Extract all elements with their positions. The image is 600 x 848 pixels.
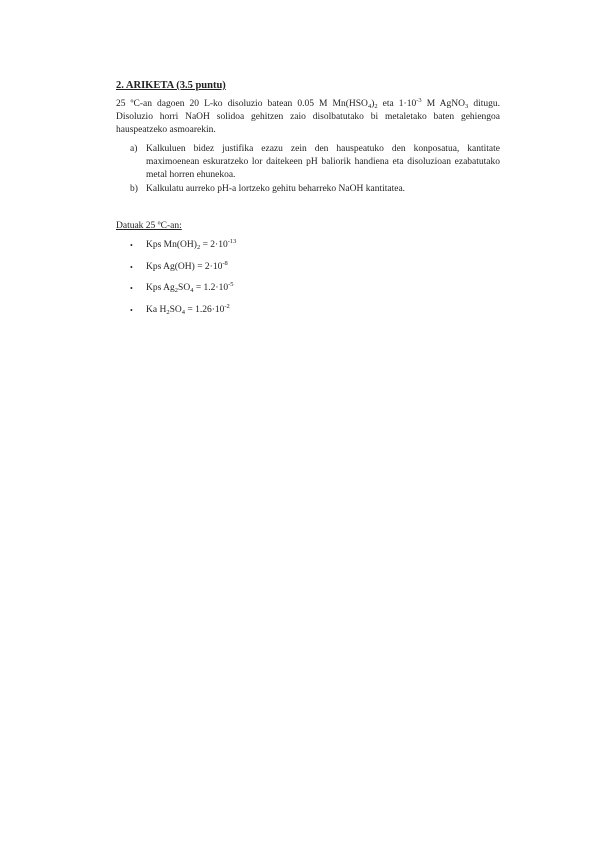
question-list <box>130 143 500 197</box>
exercise-intro <box>116 98 500 137</box>
intro-superscript: -3 <box>416 97 422 104</box>
intro-text: ditugu. Disoluzio horri NaOH solidoa gehitzen zaio disolbatutako bi metaletako baten gehiengoa hauspeatzeko asmoarekin. <box>116 99 500 135</box>
intro-text: ) <box>371 99 375 109</box>
question-text: Kalkuluen bidez justifika ezazu zein den hauspeatuko den konposatua, kantitate maximoenean eskuratzeko lor daitekeen pH baliorik handiena eta disoluzioan ezabatutako metal horren ehunekoa. <box>146 144 500 180</box>
intro-text: M AgNO <box>421 99 466 109</box>
intro-text: 25 ºC-an dagoen 20 L-ko disoluzio batean 0.05 M Mn(HSO <box>116 99 368 109</box>
data-item-text: Kps $Ag_2SO_4 = 1.2\cdot 10^{-5}$ <box>146 281 234 294</box>
bullet-icon: • <box>130 241 133 250</box>
intro-subscript: 2 <box>374 103 378 110</box>
data-item-ka-h2so4 <box>130 302 236 327</box>
question-item <box>130 143 500 182</box>
data-item-kps-mn-oh <box>130 240 236 262</box>
exercise-title: 2. ARIKETA (3.5 puntu) <box>116 80 226 91</box>
data-item-kps-ag2so4 <box>130 283 236 305</box>
question-text: Kalkulatu aurreko pH-a lortzeko gehitu beharreko NaOH kantitatea. <box>146 184 406 194</box>
question-marker: a) <box>130 144 138 154</box>
data-item-text: Ka $H_2SO_4 = 1.26\cdot 10^{-2}$ <box>146 302 230 316</box>
data-list <box>130 240 236 326</box>
data-item-kps-ag-oh <box>130 259 236 284</box>
data-section-title: Datuak 25 ºC-an: <box>116 221 182 231</box>
bullet-icon: • <box>130 284 133 293</box>
data-item-text: Kps $Ag(OH) = 2\cdot 10^{-8}$ <box>146 259 228 272</box>
data-item-text: Kps $Mn(OH)_2 = 2\cdot 10^{-13}$ <box>146 238 237 251</box>
intro-subscript: 3 <box>465 103 469 110</box>
question-item <box>130 183 500 196</box>
intro-text: eta 1·10 <box>377 99 417 109</box>
bullet-icon: • <box>130 262 133 272</box>
intro-subscript: 4 <box>367 103 372 110</box>
bullet-icon: • <box>130 305 133 315</box>
question-marker: b) <box>130 184 138 194</box>
